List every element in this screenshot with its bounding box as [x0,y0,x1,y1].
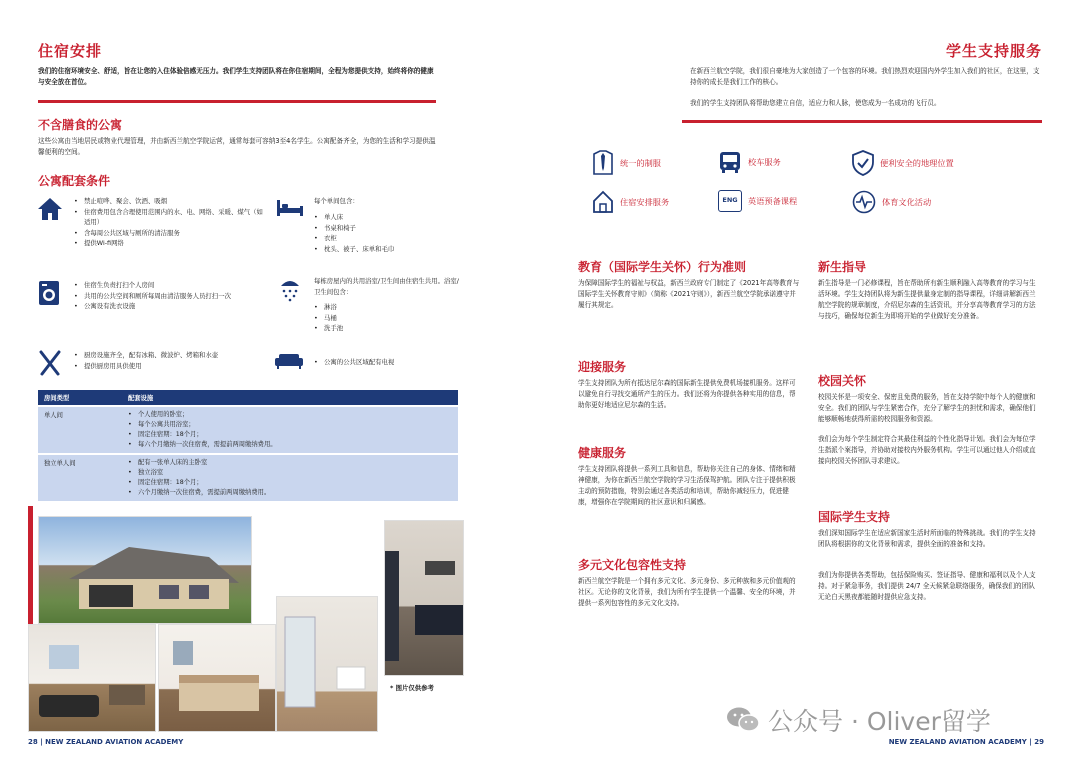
section-text: 学生支持团队将提供一系列工具和信息，帮助你关注自己的身体、情绪和精神健康，为你在新西兰航空学院的学习生活保驾护航。团队专注于提供积极主动的预防措施，特别会通过各类活动和培训，帮助你减轻压力，促进健康，增强你在学院期间的社区意识和归属感。 [578,465,796,506]
right-page-title: 学生支持服务 [945,42,1042,60]
list-item: • 公寓设有洗衣设施 [74,301,264,312]
bathroom-heading: 每栋房屋内的共用浴室/卫生间由住宿生共用。浴室/卫生间包含： [314,277,459,296]
washing-machine-icon [38,280,60,306]
sofa-items [314,357,464,368]
list-item: • 固定住宿期：18个月； [128,478,452,488]
list-item: • 住宿费用包含合理使用范围内的水、电、网络、采暖、煤气（如适用） [74,207,264,228]
section-title: 校园关怀 [818,374,867,388]
living-room-photo [28,624,156,732]
list-item: • 固定住宿期：18个月； [128,430,452,440]
section-title: 新生指导 [818,260,867,274]
service-label: 住宿安排服务 [620,196,670,207]
section-text: 新生指导是一门必修课程，旨在帮助所有新生顺利融入高等教育的学习与生活环境。学生支持团队将为新生提供量身定制的指导课程，详细讲解新西兰航空学院的规章制度，介绍尼尔森的生活资讯，并分享高等教育学习的方法与技巧，确保每位新生为即将开始的学业做好充分准备。 [818,279,1036,320]
bedroom-photo [158,624,276,732]
section-text: 校园关怀是一项安全、保密且免费的服务，旨在支持学院中每个人的健康和安全。我们的团队与学生紧密合作，充分了解学生的担忧和需求，确保他们能够顺畅地获得所需的校园服务和资源。 [818,393,1036,423]
left-footer: 28 | NEW ZEALAND AVIATION ACADEMY [28,738,184,746]
bus-icon [718,150,742,174]
list-item: • 配有一张单人床的主卧室 [128,458,452,468]
list-item: • 住宿生负责打扫个人房间 [74,280,264,291]
room-items [314,212,464,254]
section-text: 我们会为每个学生制定符合其最佳利益的个性化指导计划。我们会为每位学生指派个案指导，并协助对接校内外服务机构。学生可以通过他人介绍或直接向校园关怀团队寻求建议。 [818,435,1036,465]
shield-check-icon [852,150,874,176]
list-item: • 衣柜 [314,233,464,244]
service-label: 英语预备课程 [748,195,798,206]
list-item: • 六个月缴纳一次住宿费，需提前两周缴纳费用。 [128,488,452,498]
heartbeat-icon [852,190,876,214]
table-header: 房间类型 [38,390,122,406]
list-item: • 提供Wi-fi网络 [74,238,264,249]
service-bus [718,150,781,174]
house-exterior-photo [38,516,252,624]
bed-icon [276,198,304,218]
list-item: • 含每周公共区域与厕所的清洁服务 [74,228,264,239]
apartment-title: 不含膳食的公寓 [38,118,123,132]
list-item: • 独立浴室 [128,468,452,478]
list-item: • 淋浴 [314,302,464,313]
left-page-title: 住宿安排 [38,42,103,60]
room-type: 独立单人间 [38,454,122,501]
section-title: 迎接服务 [578,360,627,374]
list-item: • 公寓的公共区域配有电视 [314,357,464,368]
list-item: • 每六个月缴纳一次住宿费，需提前两周缴纳费用。 [128,440,452,450]
table-header: 配套设施 [122,390,458,406]
shower-icon [278,276,302,302]
list-item: • 共用的公共空间和厕所每周由清洁服务人员打扫一次 [74,291,264,302]
list-item: • 枕头、被子、床单和毛巾 [314,244,464,255]
section-text: 为保障国际学生的福祉与权益，新西兰政府专门制定了《2021年高等教育与国际学生关怀教育守则》（简称《2021守则》），新西兰航空学院承诺遵守并履行其规定。 [578,279,800,309]
tie-icon [592,150,614,176]
table-row [38,406,458,454]
photo-note: * 图片仅供参考 [390,684,434,692]
service-activities [852,190,931,214]
section-text: 新西兰航空学院是一个拥有多元文化、多元身份、多元种族和多元价值观的社区。无论你的文化背景，我们为所有学生提供一个温馨、安全的环境，并提供一系列包容性的多元文化支持。 [578,577,796,607]
right-intro-2: 我们的学生支持团队将帮助您建立自信，适应力和人脉，使您成为一名成功的飞行员。 [690,99,941,107]
kitchen-photo [384,520,464,676]
service-label: 便利安全的地理位置 [880,157,954,168]
list-item: • 每个公寓共用浴室； [128,420,452,430]
conditions-title: 公寓配套条件 [38,174,111,188]
section-title: 健康服务 [578,446,627,460]
service-label: 体育文化活动 [882,196,932,207]
service-accommodation [592,190,669,214]
list-item: • 厨房设施齐全，配有冰箱、微波炉、烤箱和水壶 [74,350,264,361]
service-label: 统一的制服 [620,157,661,168]
watermark [726,702,991,738]
service-location [852,150,954,176]
house-outline-icon [592,190,614,214]
list-item: • 单人床 [314,212,464,223]
service-uniform [592,150,661,176]
section-title: 教育（国际学生关怀）行为准则 [578,260,747,274]
house-icon [36,196,64,222]
section-text: 学生支持团队为所有抵达尼尔森的国际新生提供免费机场接机服务。这样可以避免自行寻找交通所产生的压力。我们还将为你提供各种实用的信息，帮助你更好地适应尼尔森的生活。 [578,379,796,409]
left-intro: 我们的住宿环境安全、舒适，旨在让您的入住体验倍感无压力。我们学生支持团队将在你住宿期间，全程为您提供支持，始终将你的健康与安全放在首位。 [38,67,434,86]
sofa-icon [274,352,304,370]
left-divider [38,100,436,103]
wechat-icon [726,706,760,734]
service-english [718,190,797,212]
list-item: • 提供厨房用具供使用 [74,361,264,372]
room-type: 单人间 [38,406,122,454]
section-title: 多元文化包容性支持 [578,558,687,572]
section-text: 我们为你提供各类帮助，包括保险购买、签证指导、健康和福利以及个人支持。对于紧急事务，我们提供 24/7 全天候紧急联络服务，确保我们的团队无论白天黑夜都能随时提供应急支持。 [818,571,1036,601]
right-divider [682,120,1042,123]
apartment-text: 这些公寓由当地居民或物业代理管理，并由新西兰航空学院运营，通常每套可容纳3至4名学生。公寓配备齐全，为您的生活和学习提供温馨便利的空间。 [38,137,436,156]
utensils-icon [38,350,62,376]
conditions-list-3 [74,350,264,371]
watermark-text: 公众号 · Oliver留学 [768,707,991,736]
eng-icon: ENG [718,190,742,212]
list-item: • 书桌和椅子 [314,223,464,234]
list-item: • 禁止喧哗、聚会、饮酒、吸烟 [74,196,264,207]
bathroom-items [314,302,464,334]
conditions-list-2 [74,280,264,312]
list-item: • 洗手池 [314,323,464,334]
table-row [38,454,458,501]
section-title: 国际学生支持 [818,510,891,524]
bathroom-photo [276,596,378,732]
service-label: 校车服务 [748,156,781,167]
section-text: 我们深知国际学生在适应新国家生活时所面临的特殊挑战。我们的学生支持团队将根据你的文化背景和需求，提供全面的准备和支持。 [818,529,1036,548]
list-item: • 马桶 [314,313,464,324]
room-types-table [38,390,458,501]
right-footer: NEW ZEALAND AVIATION ACADEMY | 29 [888,738,1044,746]
conditions-list-1 [74,196,264,249]
right-intro-1: 在新西兰航空学院，我们很自豪地为大家创造了一个包容的环境。我们热烈欢迎国内外学生加入我们的社区，在这里，支持你的成长是我们工作的核心。 [690,67,1040,86]
room-heading: 每个单间包含： [314,197,359,205]
list-item: • 个人使用的卧室； [128,410,452,420]
